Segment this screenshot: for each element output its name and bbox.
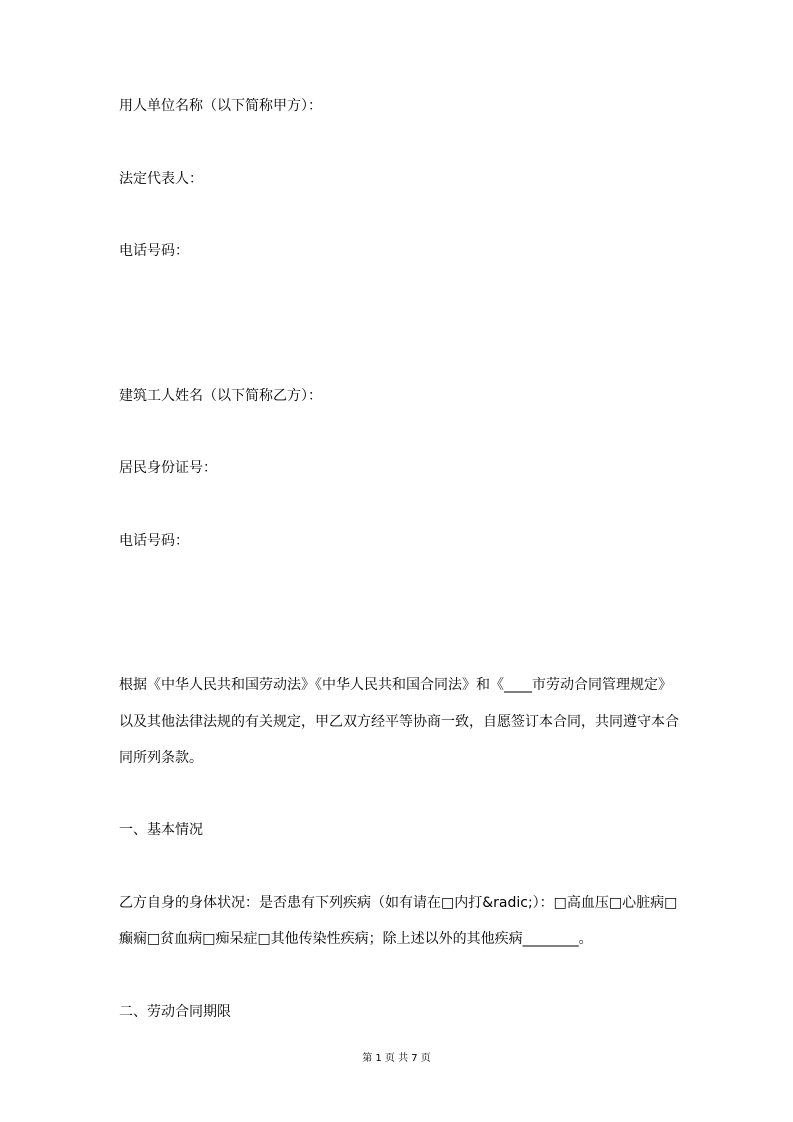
section-1-heading: 一、基本情况: [119, 822, 203, 838]
employer-name-label: 用人单位名称（以下简称甲方）：: [119, 98, 322, 114]
page-indicator: 第 1 页 共 7 页: [362, 1053, 431, 1064]
employer-phone-label: 电话号码：: [119, 243, 189, 259]
health-status-line-1: 乙方自身的身体状况：是否患有下列疾病（如有请在□内打&radic;）：□高血压□心脏病□: [119, 895, 678, 911]
employer-representative-label: 法定代表人：: [119, 171, 203, 187]
worker-id-label: 居民身份证号：: [119, 460, 217, 476]
worker-name-label: 建筑工人姓名（以下简称乙方）：: [119, 388, 322, 404]
health-status-line-2: 癫痫□贫血病□痴呆症□其他传染性疾病；除上述以外的其他疾病________。: [119, 931, 593, 947]
worker-phone-label: 电话号码：: [119, 533, 189, 549]
preamble-line-1: 根据《中华人民共和国劳动法》《中华人民共和国合同法》和《____市劳动合同管理规定》: [119, 677, 672, 693]
preamble-line-3: 同所列条款。: [119, 750, 203, 766]
preamble-line-2: 以及其他法律法规的有关规定，甲乙双方经平等协商一致，自愿签订本合同，共同遵守本合: [119, 714, 679, 730]
section-2-heading: 二、劳动合同期限: [119, 1004, 231, 1020]
